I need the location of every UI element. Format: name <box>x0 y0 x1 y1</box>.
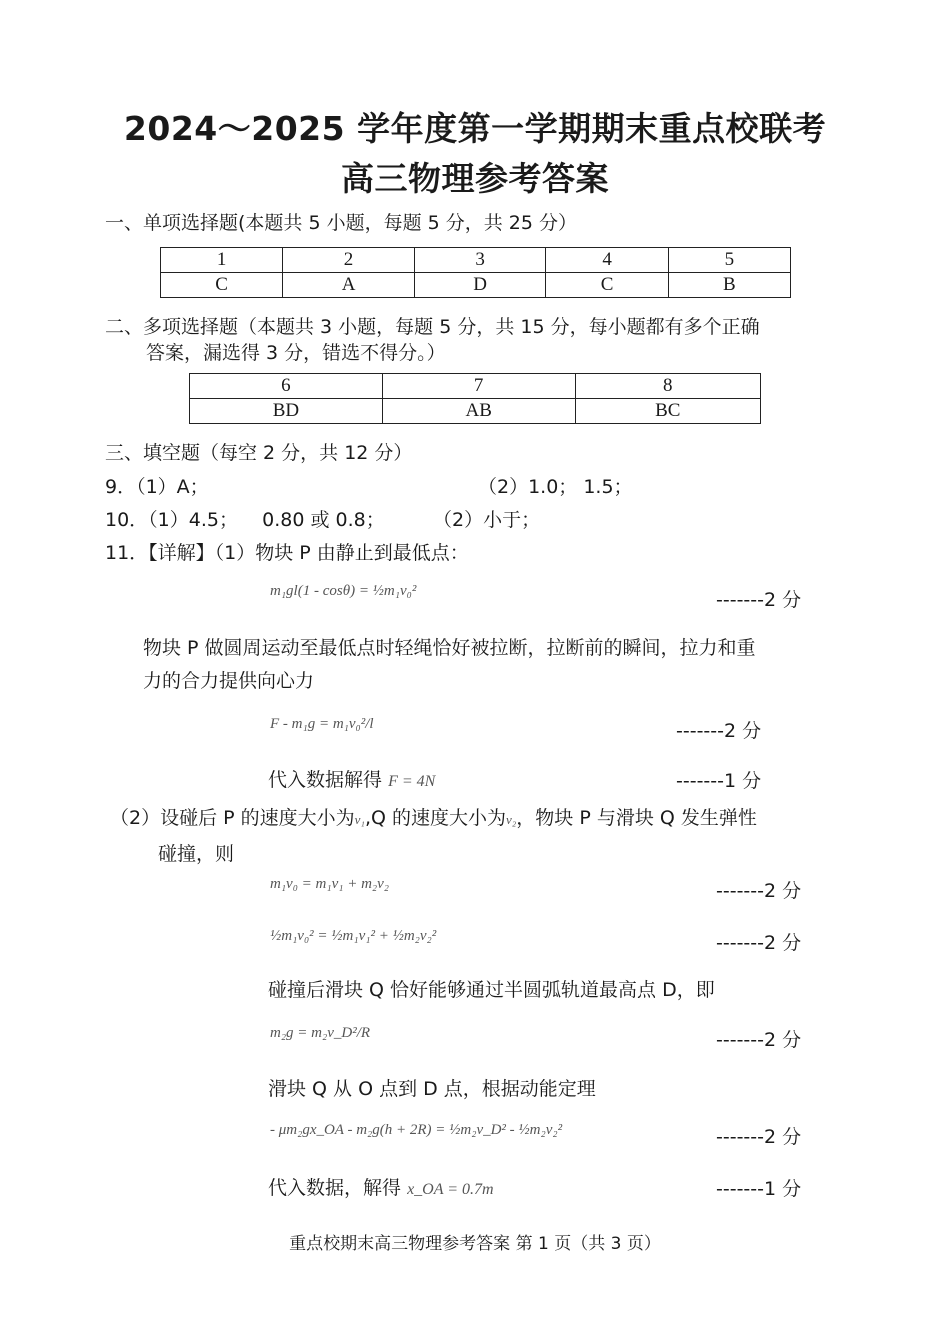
symbol-v2: v₂ <box>505 812 517 827</box>
q11-top-point-text: 碰撞后滑块 Q 恰好能够通过半圆弧轨道最高点 D，即 <box>268 979 715 1001</box>
table-row <box>190 399 761 424</box>
table-cell: C <box>546 273 668 298</box>
multi-choice-answer-table <box>189 373 761 424</box>
score-label: -------2 分 <box>716 589 802 611</box>
table-cell: 4 <box>546 248 668 273</box>
q11-final-text <box>268 1173 494 1200</box>
page-footer: 重点校期末高三物理参考答案 第 1 页（共 3 页） <box>289 1234 661 1254</box>
q11-work-energy-text: 滑块 Q 从 O 点到 D 点，根据动能定理 <box>268 1078 596 1100</box>
table-row <box>161 248 791 273</box>
score-label: -------2 分 <box>716 880 802 902</box>
section2-heading: 二、多项选择题（本题共 3 小题，每题 5 分，共 15 分，每小题都有多个正确 <box>105 316 760 338</box>
q11-intro: 11．【详解】（1）物块 P 由静止到最低点： <box>105 542 469 564</box>
table-row <box>190 374 761 399</box>
score-label: -------1 分 <box>716 1178 802 1200</box>
single-choice-answer-table <box>160 247 791 298</box>
table-cell: AB <box>382 399 575 424</box>
equation-kinetic-energy <box>270 928 436 945</box>
equation-work-energy-theorem <box>270 1122 562 1139</box>
table-cell: 7 <box>382 374 575 399</box>
q11-explanation-line1: 物块 P 做圆周运动至最低点时轻绳恰好被拉断，拉断前的瞬间，拉力和重 <box>143 637 756 659</box>
score-label: -------2 分 <box>716 932 802 954</box>
table-cell: 6 <box>190 374 383 399</box>
score-label: -------1 分 <box>676 770 762 792</box>
table-cell: BD <box>190 399 383 424</box>
score-label: -------2 分 <box>676 720 762 742</box>
equation-text: m₂g = m₂v_D²/R <box>270 1025 371 1041</box>
equation-centripetal-force <box>270 716 374 733</box>
q9-part2: （2）1.0； 1.5； <box>478 476 633 498</box>
equation-text: m₁v₀ = m₁v₁ + m₂v₂ <box>270 876 390 892</box>
table-cell: 2 <box>283 248 415 273</box>
equation-momentum <box>270 876 389 893</box>
table-cell: D <box>414 273 546 298</box>
q11-solve-text <box>268 765 435 792</box>
equation-text: F - m₁g = m₁v₀²/l <box>270 716 374 732</box>
equation-text: m₁gl(1 - cosθ) = ½m₁v₀² <box>270 583 417 599</box>
symbol-v1: v₁ <box>354 812 365 827</box>
table-cell: A <box>283 273 415 298</box>
table-cell: C <box>161 273 283 298</box>
table-cell: 3 <box>414 248 546 273</box>
table-cell: 1 <box>161 248 283 273</box>
solve-label: 代入数据解得 <box>268 769 383 791</box>
q11-part2-line1 <box>110 803 757 830</box>
table-row <box>161 273 791 298</box>
section2-heading-cont: 答案，漏选得 3 分，错选不得分。） <box>146 342 446 364</box>
equation-text: ½m₁v₀² = ½m₁v₁² + ½m₂v₂² <box>270 928 437 944</box>
part2-text-b: ,Q 的速度大小为 <box>364 807 506 829</box>
part2-text-c: ，物块 P 与滑块 Q 发生弹性 <box>516 807 757 829</box>
table-cell: B <box>668 273 790 298</box>
table-cell: BC <box>575 399 760 424</box>
q9-part1: 9．（1）A； <box>105 476 209 498</box>
solve-label: 代入数据，解得 <box>268 1177 402 1199</box>
page-subtitle: 高三物理参考答案 <box>341 159 609 198</box>
equation-energy-conservation <box>270 583 416 600</box>
score-label: -------2 分 <box>716 1029 802 1051</box>
result-force: F = 4N <box>388 773 436 790</box>
result-distance: x_OA = 0.7m <box>407 1181 494 1198</box>
equation-text: - μm₂gx_OA - m₂g(h + 2R) = ½m₂v_D² - ½m₂v₂² <box>270 1122 563 1138</box>
table-cell: 5 <box>668 248 790 273</box>
page-title: 2024～2025 学年度第一学期期末重点校联考 <box>123 109 827 148</box>
table-cell: 8 <box>575 374 760 399</box>
q11-part2-line2: 碰撞，则 <box>158 843 235 865</box>
score-label: -------2 分 <box>716 1126 802 1148</box>
part2-text-a: （2）设碰后 P 的速度大小为 <box>110 807 355 829</box>
section1-heading: 一、单项选择题(本题共 5 小题，每题 5 分，共 25 分） <box>105 212 578 234</box>
section3-heading: 三、填空题（每空 2 分，共 12 分） <box>105 442 413 464</box>
q10-answer: 10．（1）4.5； 0.80 或 0.8； （2）小于； <box>105 509 541 531</box>
q11-explanation-line2: 力的合力提供向心力 <box>143 670 315 692</box>
equation-top-point <box>270 1025 370 1042</box>
